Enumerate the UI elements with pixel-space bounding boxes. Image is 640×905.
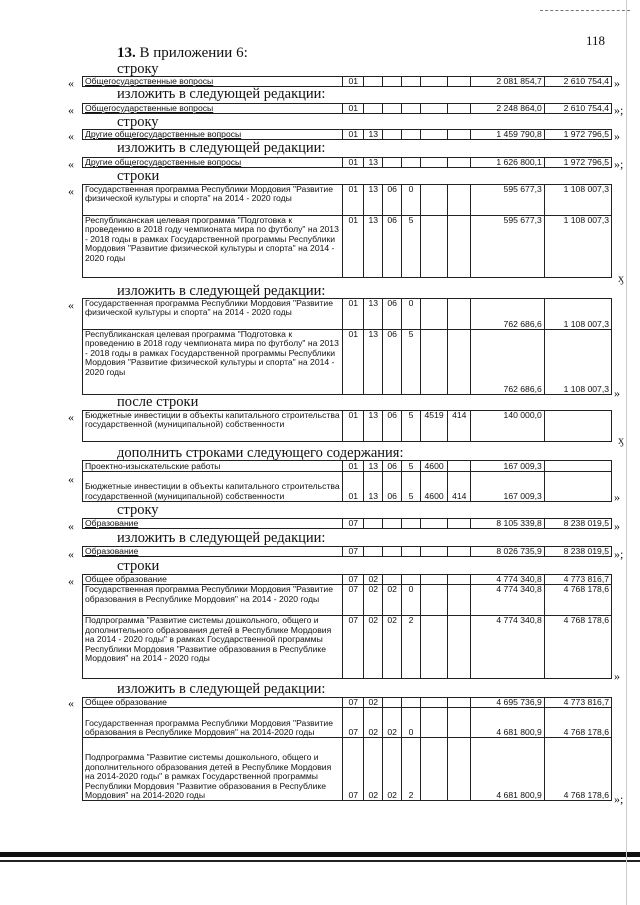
value-total: 1 972 796,5 [544, 130, 611, 140]
value-change: 8 026 735,9 [471, 547, 544, 557]
value-total: 4 768 178,6 [544, 585, 611, 616]
open-quote: « [68, 129, 74, 143]
code-expense [448, 185, 471, 216]
value-total: 4 773 816,7 [544, 575, 611, 585]
budget-table [82, 103, 612, 114]
value-change: 595 677,3 [471, 216, 544, 278]
row-name: Республиканская целевая программа "Подготовка к проведению в 2018 году чемпионата мира по футболу" на 2013 - 2018 годы в рамках Государственной программы Республики Мордовия "Развитие физической культуры и спорта" на 2014 - 2020 годы [83, 216, 343, 278]
table-row [83, 738, 612, 801]
close-quote: »; [614, 157, 624, 171]
value-total: 1 108 007,3 [544, 185, 611, 216]
close-quote: » [614, 490, 620, 504]
row-name: Республиканская целевая программа "Подготовка к проведению в 2018 году чемпионата мира по футболу" на 2013 - 2018 годы в рамках Государственной программы Республики Мордовия "Развитие физической культуры и спорта" на 2014 - 2020 годы [83, 330, 343, 395]
code-expense [448, 738, 471, 801]
value-change: 2 081 854,7 [471, 77, 544, 87]
row-name: Общее образование [83, 575, 343, 585]
table-row [83, 411, 612, 442]
budget-table [82, 76, 612, 87]
value-change: 1 459 790,8 [471, 130, 544, 140]
row-name: Подпрограмма "Развитие системы дошкольного, общего и дополнительного образования детей в Республике Мордовия на 2014-2020 годы" в рамках Государственной программы Республики Мордовия "Развитие образования в Республике Мордовия" на 2014-2020 годы [83, 738, 343, 801]
code-subsection: 02 [364, 616, 383, 679]
row-name: Проектно-изыскательские работы [83, 461, 343, 472]
code-target [420, 216, 447, 278]
row-name: Государственная программа Республики Мордовия "Развитие физической культуры и спорта" на 2014 - 2020 годы [83, 185, 343, 216]
code-program: 02 [383, 708, 402, 738]
code-target: 4600 [420, 472, 447, 502]
code-program: 06 [383, 411, 402, 442]
section-title: В приложении 6: [135, 45, 248, 61]
close-quote: » [614, 669, 620, 683]
table-row [83, 698, 612, 708]
code-section: 07 [343, 575, 364, 585]
value-change: 1 626 800,1 [471, 158, 544, 168]
scan-artifact-line [0, 860, 640, 862]
value-total [544, 411, 611, 442]
value-change: 4 681 800,9 [471, 708, 544, 738]
section-number: 13. [117, 45, 136, 61]
code-subsection: 13 [364, 411, 383, 442]
code-target [420, 738, 447, 801]
value-change: 8 105 339,8 [471, 519, 544, 529]
code-target: 4519 [420, 411, 447, 442]
table-row [83, 299, 612, 330]
code-subprogram [402, 547, 421, 557]
value-total: 4 768 178,6 [544, 616, 611, 679]
caption-redaction: изложить в следующей редакции: [117, 530, 326, 546]
code-subprogram: 2 [402, 738, 421, 801]
close-quote: »; [614, 547, 624, 561]
value-total: 4 768 178,6 [544, 708, 611, 738]
value-total: 1 972 796,5 [544, 158, 611, 168]
table-row [83, 216, 612, 278]
row-name: Общее образование [83, 698, 343, 708]
code-target [420, 585, 447, 616]
code-expense [448, 708, 471, 738]
value-total: 4 768 178,6 [544, 738, 611, 801]
code-target [420, 330, 447, 395]
budget-table [82, 157, 612, 168]
table-row [83, 158, 612, 168]
budget-table [82, 410, 612, 442]
close-quote: »; [614, 103, 624, 117]
budget-table [82, 298, 612, 395]
value-change: 167 009,3 [471, 472, 544, 502]
open-quote: « [68, 574, 74, 588]
code-program [383, 130, 402, 140]
code-expense [448, 616, 471, 679]
code-subsection: 13 [364, 461, 383, 472]
row-name: Образование [83, 519, 343, 529]
table-row [83, 185, 612, 216]
code-target [420, 616, 447, 679]
code-section: 01 [343, 330, 364, 395]
code-section: 01 [343, 472, 364, 502]
row-name: Другие общегосударственные вопросы [83, 130, 343, 140]
row-name: Общегосударственные вопросы [83, 77, 343, 87]
page-number: 118 [586, 33, 606, 48]
code-subsection: 13 [364, 299, 383, 330]
code-expense [448, 104, 471, 114]
code-program [383, 77, 402, 87]
value-change: 140 000,0 [471, 411, 544, 442]
open-quote: « [68, 519, 74, 533]
value-total [544, 461, 611, 472]
caption-redaction: изложить в следующей редакции: [117, 140, 326, 156]
code-expense [448, 77, 471, 87]
row-name: Государственная программа Республики Мордовия "Развитие образования в Республике Мордовия" на 2014 - 2020 годы [83, 585, 343, 616]
open-quote: « [68, 76, 74, 90]
code-expense: 414 [448, 411, 471, 442]
code-program: 06 [383, 461, 402, 472]
table-row [83, 77, 612, 87]
code-program [383, 519, 402, 529]
value-total: 8 238 019,5 [544, 547, 611, 557]
code-target [420, 185, 447, 216]
table-row [83, 547, 612, 557]
code-subsection [364, 519, 383, 529]
code-target [420, 299, 447, 330]
caption-lines: строки [117, 168, 160, 184]
code-program [383, 575, 402, 585]
code-expense [448, 158, 471, 168]
value-total [544, 472, 611, 502]
budget-table [82, 460, 612, 502]
code-subprogram [402, 575, 421, 585]
open-quote: « [68, 410, 74, 424]
code-subprogram: 5 [402, 461, 421, 472]
caption-redaction: изложить в следующей редакции: [117, 86, 326, 102]
value-change: 2 248 864,0 [471, 104, 544, 114]
table-row [83, 104, 612, 114]
caption-lines: строки [117, 558, 160, 574]
code-expense [448, 216, 471, 278]
budget-table [82, 184, 612, 278]
code-subsection: 13 [364, 158, 383, 168]
table-row [83, 708, 612, 738]
code-target [420, 547, 447, 557]
close-quote: » [614, 129, 620, 143]
code-program: 02 [383, 616, 402, 679]
caption-supplement: дополнить строками следующего содержания: [117, 445, 404, 461]
code-section: 01 [343, 461, 364, 472]
caption-line: строку [117, 114, 159, 130]
code-subprogram [402, 104, 421, 114]
caption-line: строку [117, 61, 159, 77]
code-expense [448, 698, 471, 708]
value-total: 1 108 007,3 [544, 216, 611, 278]
value-change: 4 695 736,9 [471, 698, 544, 708]
budget-table [82, 518, 612, 529]
code-subprogram: 5 [402, 330, 421, 395]
code-section: 01 [343, 299, 364, 330]
code-subsection [364, 77, 383, 87]
close-quote: »; [614, 792, 624, 806]
row-name: Бюджетные инвестиции в объекты капитального строительства государственной (муниципальной) собственности [83, 411, 343, 442]
code-subsection: 02 [364, 708, 383, 738]
code-section: 01 [343, 411, 364, 442]
table-row [83, 519, 612, 529]
budget-table [82, 574, 612, 679]
open-quote: « [68, 103, 74, 117]
table-row [83, 575, 612, 585]
code-subprogram: 5 [402, 411, 421, 442]
code-program [383, 547, 402, 557]
code-expense [448, 585, 471, 616]
code-expense [448, 461, 471, 472]
code-subprogram: 0 [402, 585, 421, 616]
code-program [383, 698, 402, 708]
code-subsection: 13 [364, 472, 383, 502]
code-expense [448, 299, 471, 330]
code-subsection: 02 [364, 585, 383, 616]
table-row [83, 130, 612, 140]
code-program: 06 [383, 472, 402, 502]
scan-header-line [540, 10, 630, 11]
caption-redaction: изложить в следующей редакции: [117, 283, 326, 299]
value-change: 762 686,6 [471, 299, 544, 330]
code-subprogram [402, 698, 421, 708]
code-program: 06 [383, 216, 402, 278]
scan-edge-line [626, 0, 627, 905]
table-row [83, 616, 612, 679]
value-total: 1 108 007,3 [544, 299, 611, 330]
code-target [420, 519, 447, 529]
value-change: 4 774 340,8 [471, 616, 544, 679]
scan-artifact-bar [0, 852, 640, 857]
code-subsection [364, 104, 383, 114]
open-quote: « [68, 298, 74, 312]
table-row [83, 472, 612, 502]
code-subsection: 13 [364, 216, 383, 278]
code-program [383, 158, 402, 168]
budget-table [82, 697, 612, 801]
code-program: 06 [383, 299, 402, 330]
table-row [83, 585, 612, 616]
code-section: 07 [343, 616, 364, 679]
row-name: Образование [83, 547, 343, 557]
code-subprogram: 0 [402, 185, 421, 216]
code-section: 01 [343, 216, 364, 278]
code-expense [448, 330, 471, 395]
value-change: 595 677,3 [471, 185, 544, 216]
code-subprogram: 0 [402, 299, 421, 330]
code-target [420, 575, 447, 585]
open-quote: « [68, 547, 74, 561]
budget-table [82, 129, 612, 140]
row-name: Другие общегосударственные вопросы [83, 158, 343, 168]
close-quote: » [614, 519, 620, 533]
value-change: 4 774 340,8 [471, 585, 544, 616]
code-program: 02 [383, 738, 402, 801]
code-subprogram: 2 [402, 616, 421, 679]
open-quote: « [68, 472, 74, 486]
code-subprogram: 5 [402, 472, 421, 502]
code-section: 01 [343, 130, 364, 140]
budget-table [82, 546, 612, 557]
value-total: 2 610 754,4 [544, 77, 611, 87]
code-target [420, 77, 447, 87]
value-change: 762 686,6 [471, 330, 544, 395]
code-subprogram [402, 519, 421, 529]
code-expense [448, 547, 471, 557]
code-expense [448, 130, 471, 140]
row-name: Бюджетные инвестиции в объекты капитального строительства государственной (муниципальной) собственности [83, 472, 343, 502]
caption-redaction: изложить в следующей редакции: [117, 681, 326, 697]
code-section: 01 [343, 158, 364, 168]
code-program [383, 104, 402, 114]
code-subsection [364, 547, 383, 557]
code-subprogram [402, 77, 421, 87]
code-section: 01 [343, 185, 364, 216]
code-subsection: 13 [364, 330, 383, 395]
code-expense [448, 575, 471, 585]
code-program: 02 [383, 585, 402, 616]
code-target [420, 708, 447, 738]
code-subsection: 02 [364, 575, 383, 585]
code-target [420, 158, 447, 168]
code-section: 07 [343, 708, 364, 738]
code-subprogram: 0 [402, 708, 421, 738]
code-section: 07 [343, 519, 364, 529]
caption-after-line: после строки [117, 394, 199, 410]
close-quote: » [614, 386, 620, 400]
table-row [83, 330, 612, 395]
close-quote: » [614, 76, 620, 90]
open-quote: « [68, 157, 74, 171]
caption-line: строку [117, 502, 159, 518]
code-target [420, 104, 447, 114]
close-tick: ӽ [618, 271, 624, 285]
value-change: 167 009,3 [471, 461, 544, 472]
row-name: Подпрограмма "Развитие системы дошкольного, общего и дополнительного образования детей в Республике Мордовия на 2014 - 2020 годы" в рамках Государственной программы Республики Мордовия "Развитие образования в Республике Мордовия" на 2014 - 2020 годы [83, 616, 343, 679]
code-subprogram [402, 158, 421, 168]
code-subprogram: 5 [402, 216, 421, 278]
code-target: 4600 [420, 461, 447, 472]
value-total: 2 610 754,4 [544, 104, 611, 114]
row-name: Общегосударственные вопросы [83, 104, 343, 114]
value-total: 1 108 007,3 [544, 330, 611, 395]
code-subsection: 02 [364, 738, 383, 801]
open-quote: « [68, 696, 74, 710]
table-row [83, 461, 612, 472]
code-section: 01 [343, 104, 364, 114]
code-program: 06 [383, 185, 402, 216]
code-expense [448, 519, 471, 529]
code-subsection: 02 [364, 698, 383, 708]
code-section: 07 [343, 547, 364, 557]
code-section: 01 [343, 77, 364, 87]
row-name: Государственная программа Республики Мордовия "Развитие физической культуры и спорта" на 2014 - 2020 годы [83, 299, 343, 330]
code-section: 07 [343, 698, 364, 708]
close-tick: ӽ [618, 433, 624, 447]
open-quote: « [68, 184, 74, 198]
value-change: 4 681 800,9 [471, 738, 544, 801]
code-target [420, 698, 447, 708]
code-section: 07 [343, 585, 364, 616]
row-name: Государственная программа Республики Мордовия "Развитие образования в Республике Мордовия" на 2014-2020 годы [83, 708, 343, 738]
value-total: 8 238 019,5 [544, 519, 611, 529]
value-total: 4 773 816,7 [544, 698, 611, 708]
code-subsection: 13 [364, 130, 383, 140]
code-subsection: 13 [364, 185, 383, 216]
code-expense: 414 [448, 472, 471, 502]
section-heading [117, 45, 248, 62]
code-section: 07 [343, 738, 364, 801]
code-program: 06 [383, 330, 402, 395]
code-target [420, 130, 447, 140]
value-change: 4 774 340,8 [471, 575, 544, 585]
code-subprogram [402, 130, 421, 140]
